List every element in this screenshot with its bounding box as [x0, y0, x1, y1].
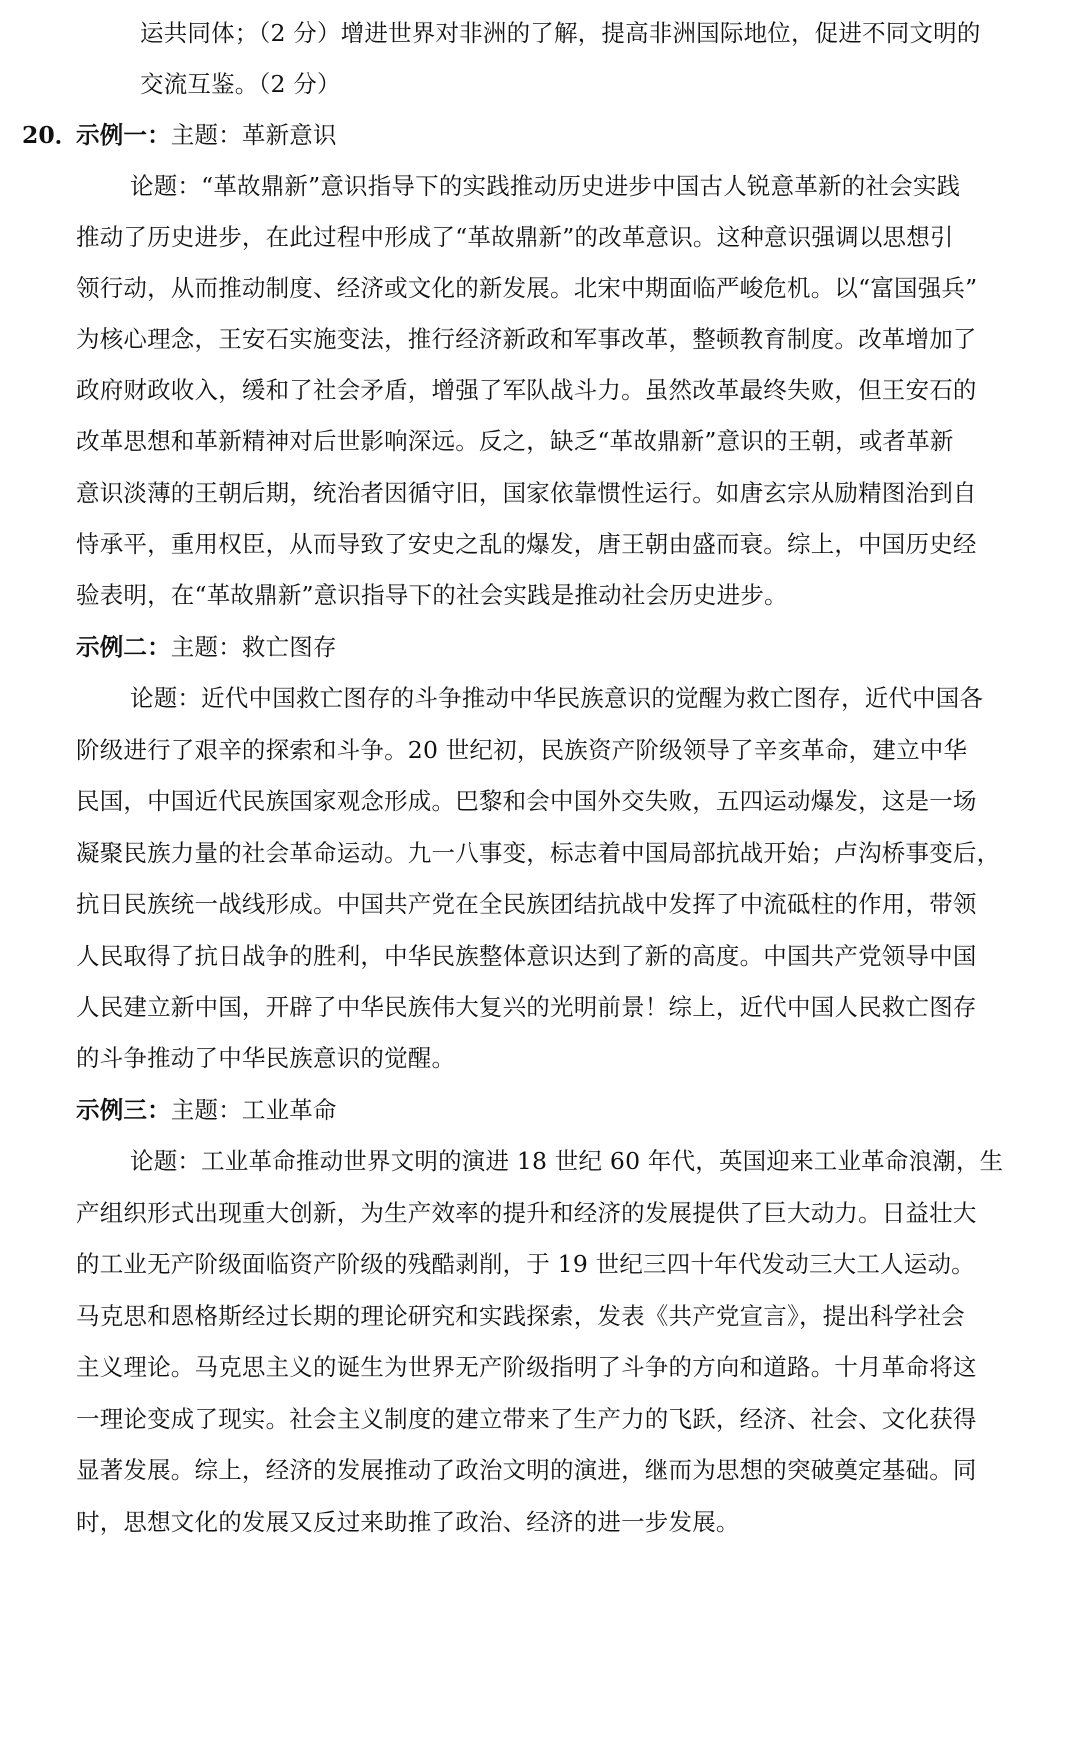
example-theme: 主题：革新意识 [170, 121, 337, 149]
example-text-line: 民国，中国近代民族国家观念形成。巴黎和会中国外交失败，五四运动爆发，这是一场 [76, 787, 977, 815]
example-text-line: 恃承平，重用权臣，从而导致了安史之乱的爆发，唐王朝由盛而衰。综上，中国历史经 [76, 530, 977, 558]
example-text-line: 改革思想和革新精神对后世影响深远。反之，缺乏“革故鼎新”意识的王朝，或者革新 [76, 427, 954, 455]
example-text-line: 验表明，在“革故鼎新”意识指导下的社会实践是推动社会历史进步。 [76, 581, 788, 609]
example-text-line: 凝聚民族力量的社会革命运动。九一八事变，标志着中国局部抗战开始；卢沟桥事变后， [76, 839, 1001, 867]
example-text-line: 的工业无产阶级面临资产阶级的残酷剥削，于 19 世纪三四十年代发动三大工人运动。 [76, 1250, 975, 1278]
example-text-line: 显著发展。综上，经济的发展推动了政治文明的演进，继而为思想的突破奠定基础。同 [76, 1456, 977, 1484]
example-text-line: 主义理论。马克思主义的诞生为世界无产阶级指明了斗争的方向和道路。十月革命将这 [76, 1353, 977, 1381]
example-text-line: 人民建立新中国，开辟了中华民族伟大复兴的光明前景！综上，近代中国人民救亡图存 [76, 993, 977, 1021]
example-text-line: 论题：近代中国救亡图存的斗争推动中华民族意识的觉醒为救亡图存，近代中国各 [130, 684, 984, 712]
intro-line: 运共同体；（2 分）增进世界对非洲的了解，提高非洲国际地位，促进不同文明的 [140, 19, 981, 47]
example-theme: 主题：工业革命 [170, 1096, 337, 1124]
example-text-line: 论题：工业革命推动世界文明的演进 18 世纪 60 年代，英国迎来工业革命浪潮，生 [130, 1147, 1004, 1175]
example-heading [76, 1093, 1036, 1127]
example-text-line: 时，思想文化的发展又反过来助推了政治、经济的进一步发展。 [76, 1508, 740, 1536]
example-text-line: 推动了历史进步，在此过程中形成了“革故鼎新”的改革意识。这种意识强调以思想引 [76, 223, 954, 251]
example-text-line: 产组织形式出现重大创新，为生产效率的提升和经济的发展提供了巨大动力。日益壮大 [76, 1199, 977, 1227]
example-label: 示例二： [76, 633, 171, 661]
example-label: 示例一： [76, 121, 171, 149]
example-text-line: 意识淡薄的王朝后期，统治者因循守旧，国家依靠惯性运行。如唐玄宗从励精图治到自 [76, 479, 977, 507]
intro-line: 交流互鉴。（2 分） [140, 70, 341, 98]
example-text-line: 论题：“革故鼎新”意识指导下的实践推动历史进步中国古人锐意革新的社会实践 [130, 172, 961, 200]
example-label: 示例三： [76, 1096, 171, 1124]
example-text-line: 抗日民族统一战线形成。中国共产党在全民族团结抗战中发挥了中流砥柱的作用，带领 [76, 890, 977, 918]
example-text-line: 的斗争推动了中华民族意识的觉醒。 [76, 1044, 456, 1072]
example-text-line: 人民取得了抗日战争的胜利，中华民族整体意识达到了新的高度。中国共产党领导中国 [76, 942, 977, 970]
example-heading [76, 630, 1036, 664]
example-text-line: 政府财政收入，缓和了社会矛盾，增强了军队战斗力。虽然改革最终失败，但王安石的 [76, 376, 977, 404]
example-text-line: 为核心理念，王安石实施变法，推行经济新政和军事改革，整顿教育制度。改革增加了 [76, 325, 977, 353]
example-text-line: 一理论变成了现实。社会主义制度的建立带来了生产力的飞跃，经济、社会、文化获得 [76, 1405, 977, 1433]
example-heading [76, 118, 1036, 152]
example-text-line: 阶级进行了艰辛的探索和斗争。20 世纪初，民族资产阶级领导了辛亥革命，建立中华 [76, 736, 968, 764]
example-text-line: 马克思和恩格斯经过长期的理论研究和实践探索，发表《共产党宣言》，提出科学社会 [76, 1302, 965, 1330]
question-number: 20． [22, 121, 79, 149]
example-theme: 主题：救亡图存 [170, 633, 337, 661]
example-text-line: 领行动，从而推动制度、经济或文化的新发展。北宋中期面临严峻危机。以“富国强兵” [76, 274, 978, 302]
